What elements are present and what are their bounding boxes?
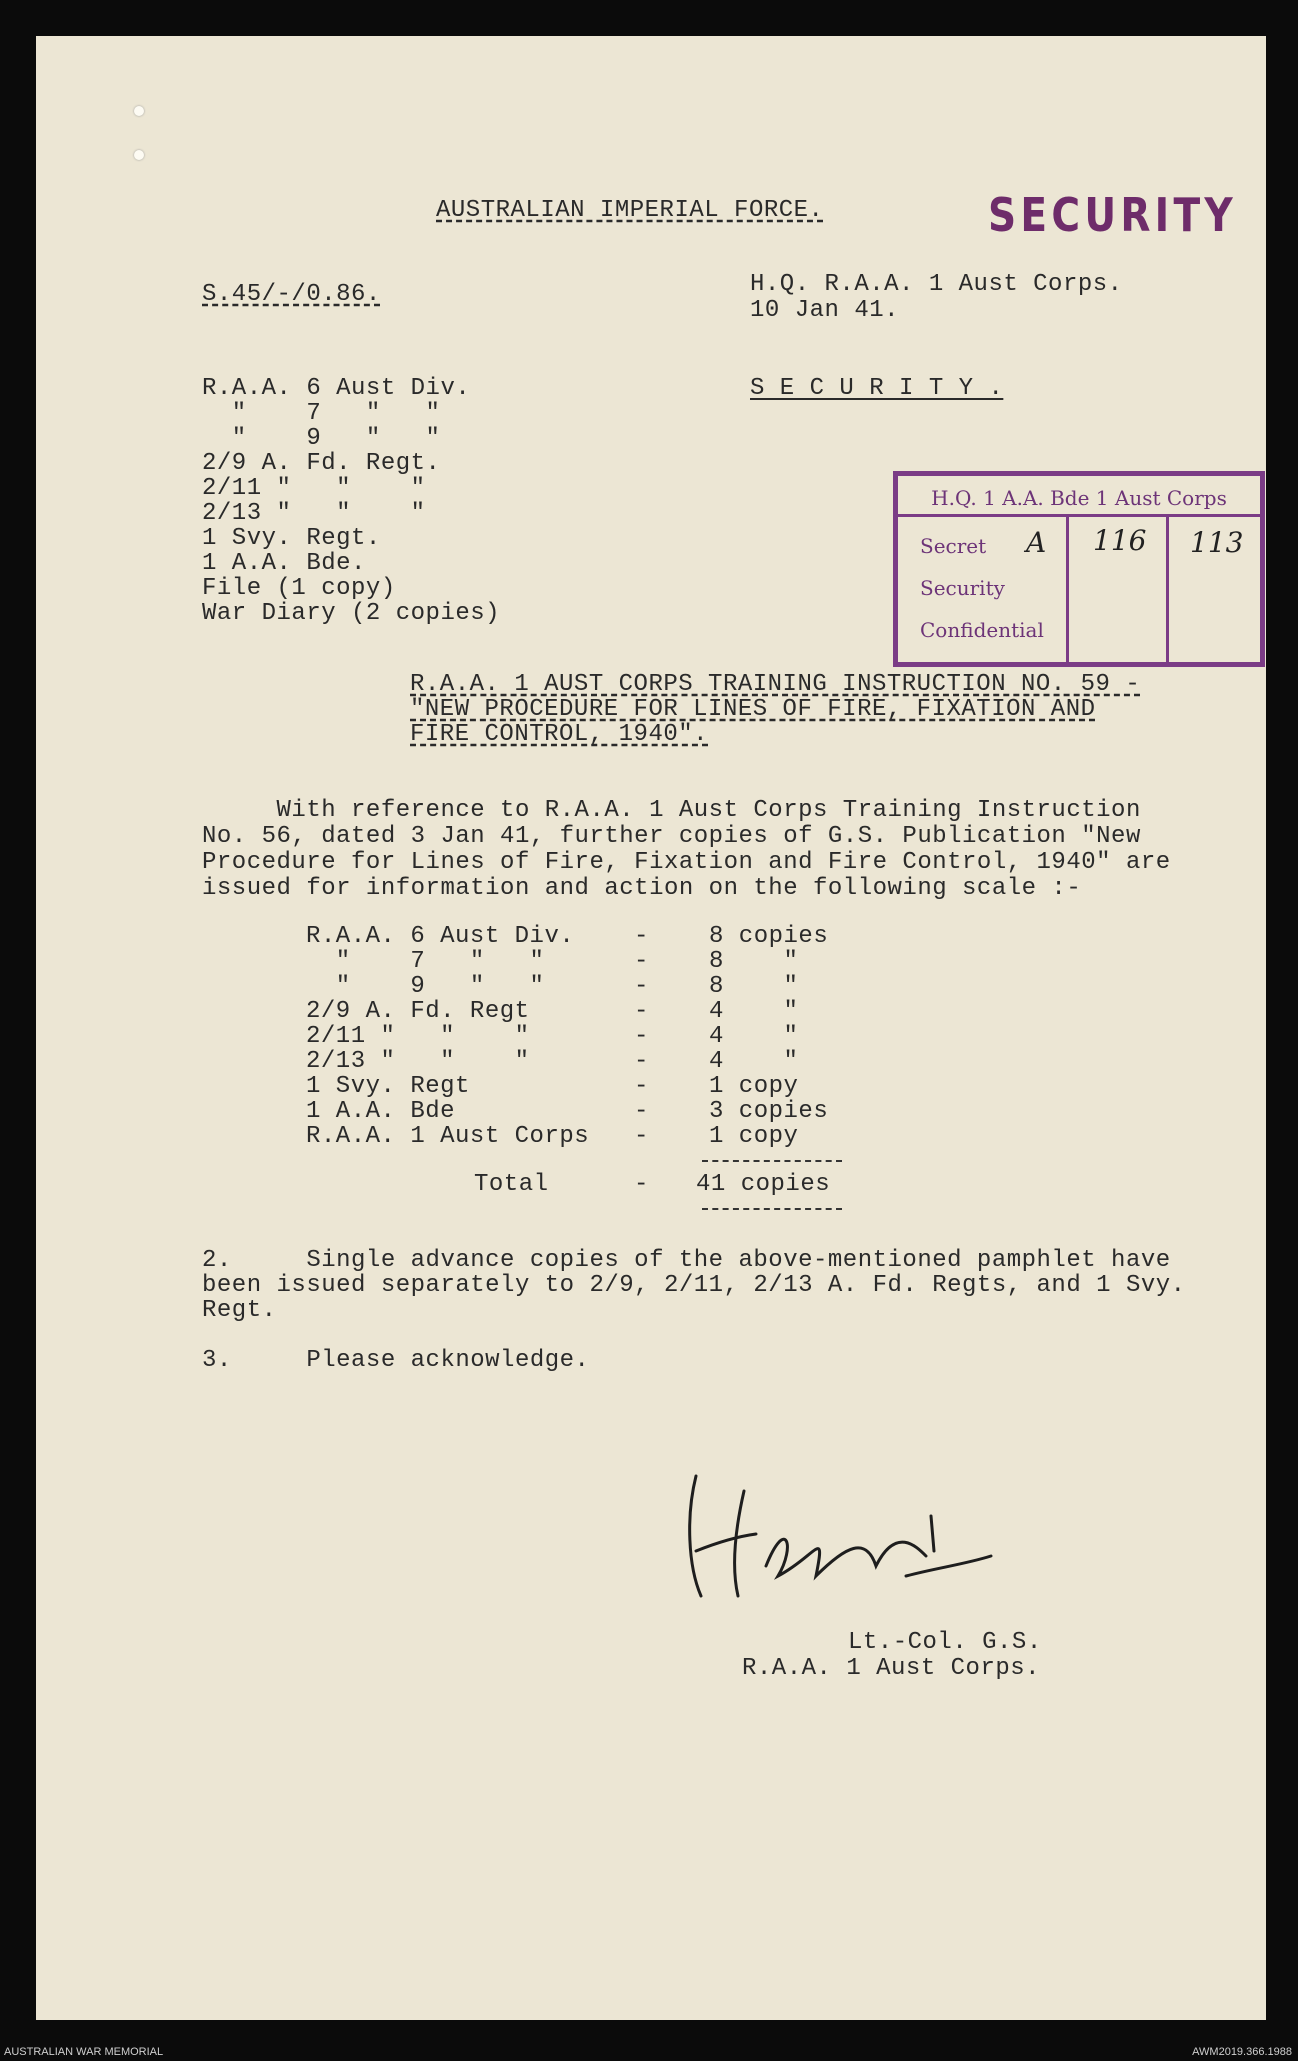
registry-stamp-title: H.Q. 1 A.A. Bde 1 Aust Corps xyxy=(931,486,1227,510)
security-stamp: SECURITY xyxy=(988,188,1237,242)
scale-dash: - xyxy=(634,1123,649,1150)
stamp-divider xyxy=(1166,514,1169,662)
distribution-line: " 9 " " xyxy=(202,425,441,452)
heading: AUSTRALIAN IMPERIAL FORCE. xyxy=(436,197,824,224)
punch-hole-mark xyxy=(134,150,144,160)
paragraph-line: 3. Please acknowledge. xyxy=(202,1347,590,1374)
scale-quantity: 8 copies xyxy=(709,923,829,950)
handwritten-mark: 116 xyxy=(1093,524,1147,557)
scale-quantity: 4 " xyxy=(709,998,799,1025)
subject-line: "NEW PROCEDURE FOR LINES OF FIRE, FIXATION AND xyxy=(410,696,1096,723)
document-page xyxy=(36,36,1266,2020)
paragraph-line: Procedure for Lines of Fire, Fixation and Fire Control, 1940" are xyxy=(202,849,1171,876)
scale-dash: - xyxy=(634,1098,649,1125)
distribution-line: 2/9 A. Fd. Regt. xyxy=(202,450,441,477)
total-dash: - xyxy=(634,1171,649,1198)
scale-quantity: 8 " xyxy=(709,973,799,1000)
reference-number: S.45/-/0.86. xyxy=(202,281,381,308)
total-quantity: 41 copies xyxy=(696,1171,831,1198)
stamp-row-label: Confidential xyxy=(920,618,1044,642)
signature-stroke xyxy=(690,1476,991,1596)
stamp-divider xyxy=(898,514,1260,517)
registry-stamp xyxy=(893,471,1265,667)
stamp-row-label: Security xyxy=(920,576,1005,600)
archive-credit: AUSTRALIAN WAR MEMORIAL xyxy=(4,2046,164,2058)
paragraph-line: With reference to R.A.A. 1 Aust Corps Training Instruction xyxy=(202,797,1141,824)
scale-unit: R.A.A. 1 Aust Corps xyxy=(306,1123,590,1150)
catalogue-number: AWM2019.366.1988 xyxy=(1192,2046,1292,2058)
scale-quantity: 8 " xyxy=(709,948,799,975)
scale-unit: " 9 " " xyxy=(306,973,545,1000)
stamp-row-label: Secret xyxy=(920,534,987,558)
scale-quantity: 4 " xyxy=(709,1048,799,1075)
total-rule xyxy=(702,1160,842,1164)
distribution-line: 2/13 " " " xyxy=(202,500,426,527)
stamp-divider xyxy=(1066,514,1069,662)
scale-dash: - xyxy=(634,948,649,975)
distribution-line: War Diary (2 copies) xyxy=(202,600,501,627)
paragraph-line: been issued separately to 2/9, 2/11, 2/13 A. Fd. Regts, and 1 Svy. xyxy=(202,1272,1186,1299)
handwritten-mark: A xyxy=(1026,526,1047,559)
paragraph-line: Regt. xyxy=(202,1297,277,1324)
hq-address: H.Q. R.A.A. 1 Aust Corps. xyxy=(750,271,1123,298)
scale-quantity: 3 copies xyxy=(709,1098,829,1125)
letter-date: 10 Jan 41. xyxy=(750,297,900,324)
distribution-line: 1 Svy. Regt. xyxy=(202,525,381,552)
distribution-line: 2/11 " " " xyxy=(202,475,426,502)
scale-quantity: 1 copy xyxy=(709,1073,799,1100)
scale-dash: - xyxy=(634,923,649,950)
scale-dash: - xyxy=(634,973,649,1000)
signature xyxy=(666,1456,1006,1616)
handwritten-mark: 113 xyxy=(1190,526,1244,559)
scale-quantity: 1 copy xyxy=(709,1123,799,1150)
total-label: Total xyxy=(474,1171,549,1198)
scale-unit: 1 Svy. Regt xyxy=(306,1073,470,1100)
scale-unit: 1 A.A. Bde xyxy=(306,1098,456,1125)
subject-line: FIRE CONTROL, 1940". xyxy=(410,721,709,748)
signatory-title: Lt.-Col. G.S. xyxy=(848,1629,1042,1656)
security-label: S E C U R I T Y . xyxy=(750,375,1004,402)
distribution-line: " 7 " " xyxy=(202,400,441,427)
scale-unit: R.A.A. 6 Aust Div. xyxy=(306,923,575,950)
scale-dash: - xyxy=(634,998,649,1025)
paragraph-line: issued for information and action on the following scale :- xyxy=(202,875,1082,902)
scale-dash: - xyxy=(634,1023,649,1050)
scale-dash: - xyxy=(634,1073,649,1100)
scale-unit: 2/13 " " " xyxy=(306,1048,530,1075)
scale-quantity: 4 " xyxy=(709,1023,799,1050)
scale-unit: 2/9 A. Fd. Regt xyxy=(306,998,530,1025)
punch-hole-mark xyxy=(134,106,144,116)
scale-unit: 2/11 " " " xyxy=(306,1023,530,1050)
distribution-line: File (1 copy) xyxy=(202,575,396,602)
scale-unit: " 7 " " xyxy=(306,948,545,975)
paragraph-line: No. 56, dated 3 Jan 41, further copies of G.S. Publication "New xyxy=(202,823,1141,850)
distribution-line: 1 A.A. Bde. xyxy=(202,550,366,577)
scale-dash: - xyxy=(634,1048,649,1075)
subject-line: R.A.A. 1 AUST CORPS TRAINING INSTRUCTION NO. 59 - xyxy=(410,671,1141,698)
total-rule xyxy=(702,1208,842,1212)
paragraph-line: 2. Single advance copies of the above-mentioned pamphlet have xyxy=(202,1247,1171,1274)
signatory-unit: R.A.A. 1 Aust Corps. xyxy=(742,1655,1041,1682)
distribution-line: R.A.A. 6 Aust Div. xyxy=(202,375,471,402)
